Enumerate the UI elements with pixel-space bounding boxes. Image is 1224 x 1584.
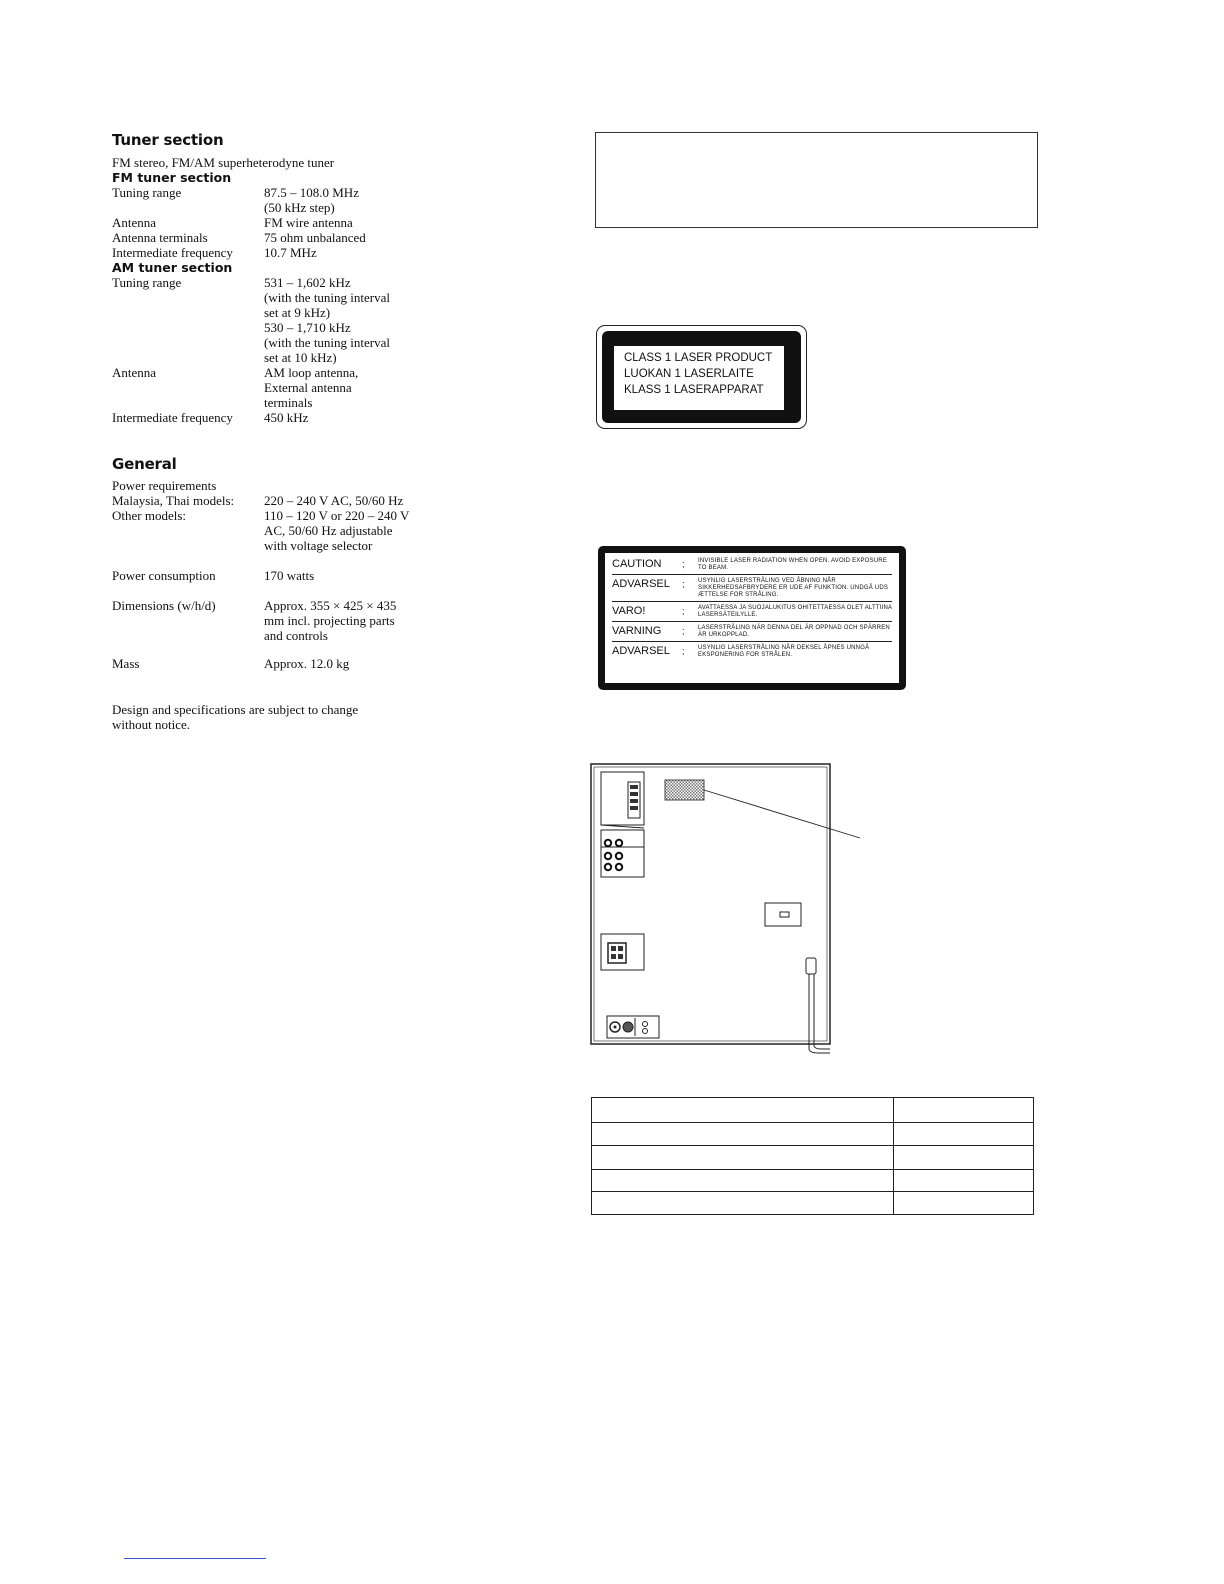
caution-text: LASERSTRÅLING NÄR DENNA DEL ÄR OPPNAD OCH SPÄRREN ÄR URKOPPLAD. <box>698 625 890 638</box>
empty-notice-box <box>595 132 1038 228</box>
caution-key: VARNING <box>612 625 662 637</box>
spec-row <box>112 230 452 245</box>
spec-label: Other models: <box>112 508 187 523</box>
tuner-spec-block <box>112 155 452 425</box>
spec-value: AM loop antenna, External antenna terminals <box>264 365 359 410</box>
connector-block-top <box>601 772 644 828</box>
tuner-section-heading: Tuner section <box>112 131 224 149</box>
spec-value: FM wire antenna <box>264 215 353 230</box>
laser-label-line: CLASS 1 LASER PRODUCT <box>624 352 773 364</box>
table-row <box>592 1098 1034 1123</box>
general-heading: General <box>112 455 177 473</box>
spec-label: Power consumption <box>112 568 216 583</box>
caution-row <box>612 575 892 602</box>
caution-separator: ; <box>682 626 685 636</box>
spec-row <box>112 493 452 508</box>
spec-value: 110 – 120 V or 220 – 240 V AC, 50/60 Hz adjustable with voltage selector <box>264 508 410 553</box>
caution-key: CAUTION <box>612 558 662 570</box>
spec-row <box>112 245 452 260</box>
caution-separator: ; <box>682 559 685 569</box>
caution-text: INVISIBLE LASER RADIATION WHEN OPEN. AVOID EXPOSURE TO BEAM. <box>698 558 888 571</box>
tuner-intro: FM stereo, FM/AM superheterodyne tuner <box>112 155 335 170</box>
table-cell <box>894 1123 1034 1146</box>
spec-value: Approx. 355 × 425 × 435 mm incl. projecting parts and controls <box>264 598 397 643</box>
spec-value: 170 watts <box>264 568 315 583</box>
spec-row <box>112 508 452 553</box>
spec-value: 450 kHz <box>264 410 309 425</box>
caution-key: VARO! <box>612 605 646 617</box>
class1-laser-label <box>596 325 807 429</box>
caution-row <box>612 555 892 575</box>
fm-tuner-heading: FM tuner section <box>112 170 232 185</box>
caution-text: AVATTAESSA JA SUOJALUKITUS OHITETTAESSA OLET ALTTIINA LASERSÄTEILYLLE. <box>698 605 892 618</box>
laser-label-line: KLASS 1 LASERAPPARAT <box>624 384 764 396</box>
parts-table <box>591 1097 1034 1215</box>
spec-value: Approx. 12.0 kg <box>264 656 350 671</box>
design-notice: Design and specifications are subject to change without notice. <box>112 702 359 732</box>
bottom-jack-block <box>607 1016 659 1038</box>
spec-row <box>112 275 452 365</box>
spec-label: Tuning range <box>112 275 182 290</box>
caution-row <box>612 642 892 661</box>
caution-row <box>612 602 892 622</box>
spec-label: Intermediate frequency <box>112 245 233 260</box>
voltage-selector-switch <box>765 903 801 926</box>
spec-label: Antenna <box>112 215 157 230</box>
spec-row <box>112 215 452 230</box>
caution-separator: ; <box>682 646 685 656</box>
caution-label-inner <box>605 553 899 683</box>
table-cell <box>592 1098 894 1123</box>
general-spec-block <box>112 478 452 671</box>
table-cell <box>894 1170 1034 1192</box>
table-cell <box>592 1146 894 1170</box>
caution-key: ADVARSEL <box>612 645 670 657</box>
spec-label: Mass <box>112 656 140 671</box>
laser-label-text <box>614 346 784 410</box>
caution-separator: ; <box>682 606 685 616</box>
table-row <box>592 1170 1034 1192</box>
spec-row <box>112 185 452 215</box>
table-cell <box>894 1098 1034 1123</box>
antenna-terminal-block <box>601 934 644 970</box>
rear-panel-outline <box>591 764 830 1044</box>
spec-label: Intermediate frequency <box>112 410 233 425</box>
caution-text: USYNLIG LASERSTRÅLING VED ÅBNING NÅR SIKKERHEDSAFBRYDERE ER UDE AF FUNKTION. UNDGÅ UDS ÆTTELSE FOR STRÅLING. <box>698 578 889 598</box>
table-cell <box>894 1192 1034 1215</box>
spec-label: Dimensions (w/h/d) <box>112 598 216 613</box>
caution-row <box>612 622 892 642</box>
spec-row <box>112 568 452 583</box>
laser-label-line: LUOKAN 1 LASERLAITE <box>624 368 754 380</box>
spec-label: Tuning range <box>112 185 182 200</box>
table-cell <box>894 1146 1034 1170</box>
table-cell <box>592 1170 894 1192</box>
caution-key: ADVARSEL <box>612 578 670 590</box>
spec-row <box>112 656 452 671</box>
spec-value: 531 – 1,602 kHz (with the tuning interval set at 9 kHz) 530 – 1,710 kHz (with the tuning interval set at 10 kHz) <box>264 275 391 365</box>
spec-row <box>112 598 452 643</box>
am-tuner-heading: AM tuner section <box>112 260 233 275</box>
table-row <box>592 1146 1034 1170</box>
table-cell <box>592 1123 894 1146</box>
speaker-terminal-block <box>601 830 644 877</box>
caution-separator: ; <box>682 579 685 589</box>
spec-value: 220 – 240 V AC, 50/60 Hz <box>264 493 404 508</box>
rear-panel-diagram <box>588 762 870 1058</box>
spec-label: Antenna <box>112 365 157 380</box>
power-cord <box>806 958 830 1053</box>
spec-value: 75 ohm unbalanced <box>264 230 366 245</box>
caution-label <box>598 546 906 690</box>
spec-label: Antenna terminals <box>112 230 208 245</box>
table-cell <box>592 1192 894 1215</box>
power-requirements-label: Power requirements <box>112 478 217 493</box>
footer-rule <box>124 1558 266 1559</box>
spec-value: 87.5 – 108.0 MHz (50 kHz step) <box>264 185 359 215</box>
spec-row <box>112 410 452 425</box>
spec-label: Malaysia, Thai models: <box>112 493 235 508</box>
spec-value: 10.7 MHz <box>264 245 317 260</box>
spec-row <box>112 365 452 410</box>
caution-text: USYNLIG LASERSTRÅLING NÅR DEKSEL ÅPNES UNNGÅ EKSPONERING FOR STRÅLEN. <box>698 645 870 658</box>
table-row <box>592 1123 1034 1146</box>
table-row <box>592 1192 1034 1215</box>
